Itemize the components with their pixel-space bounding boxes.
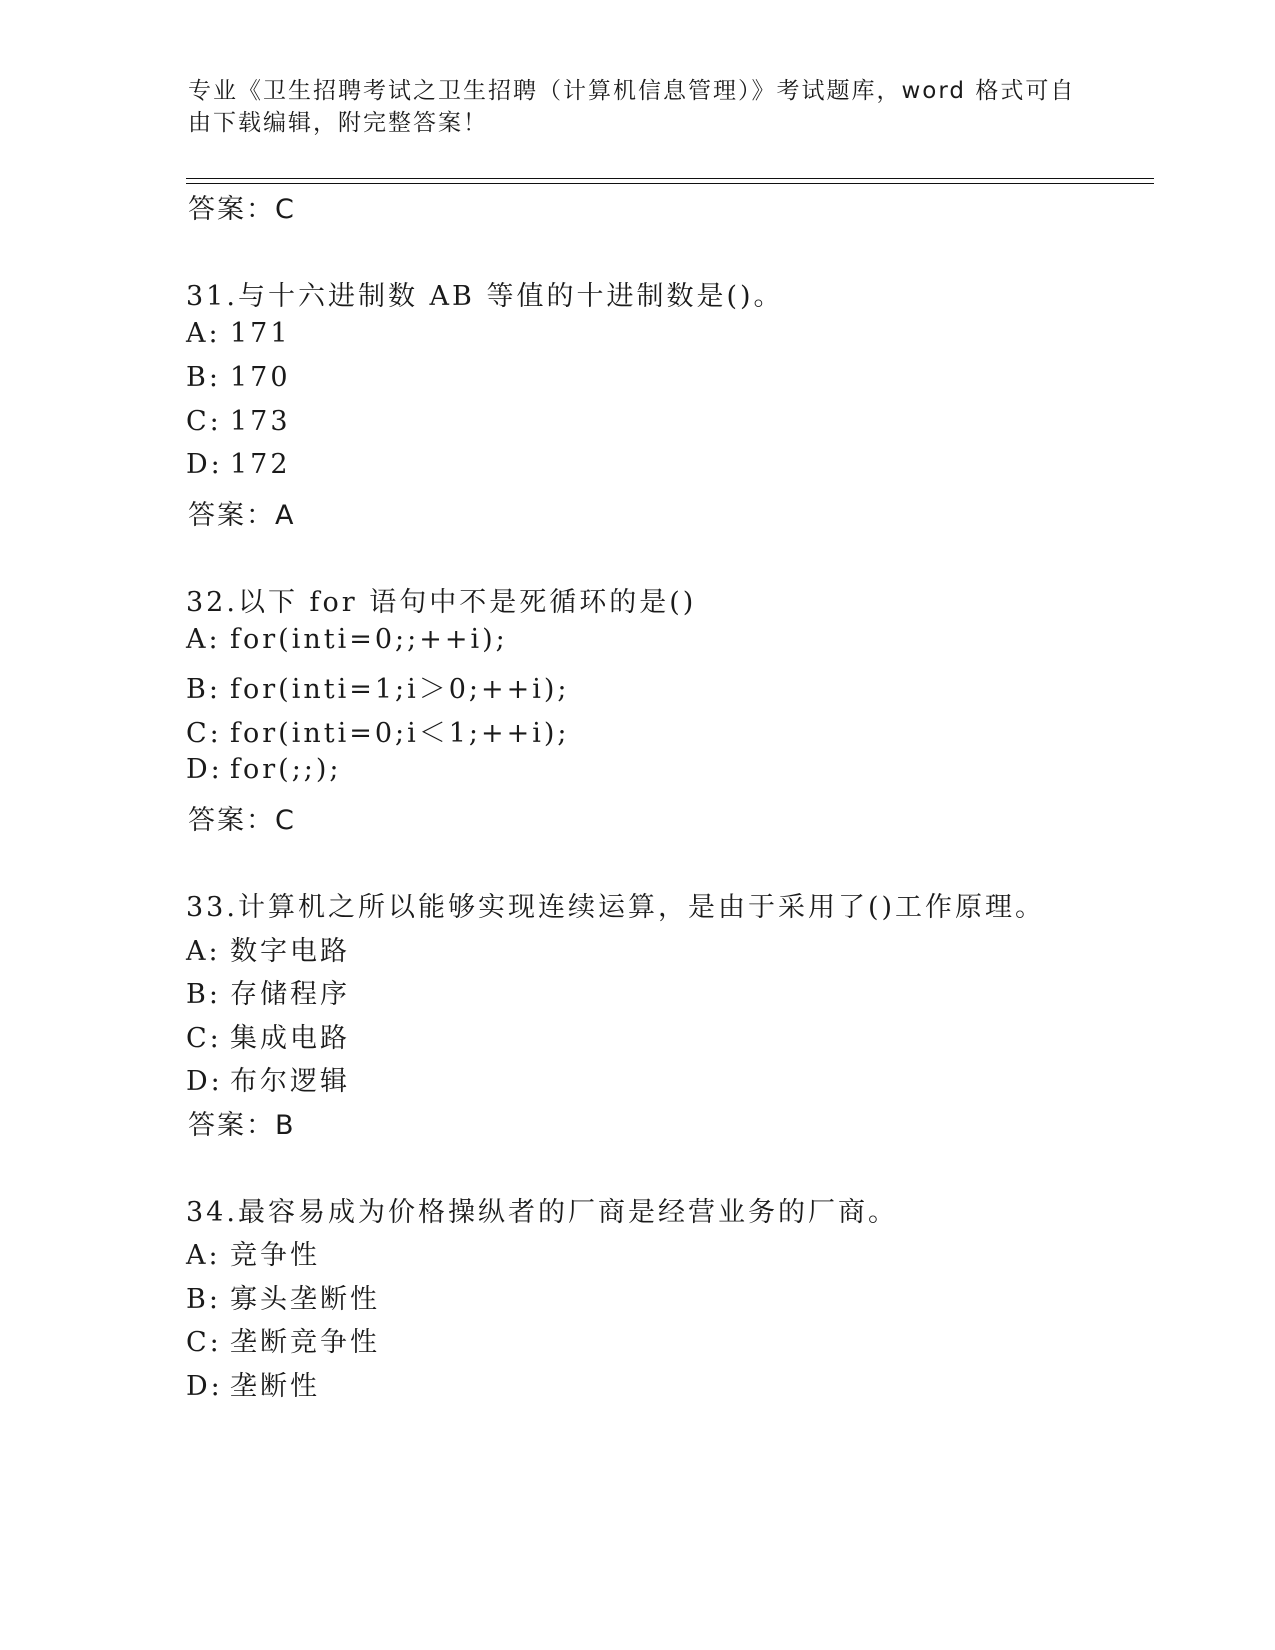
option-text: 171	[230, 318, 291, 349]
header-line-2: 由下载编辑，附完整答案！	[188, 110, 488, 136]
option-text: 数字电路	[230, 936, 350, 967]
option-text: 竞争性	[230, 1240, 320, 1271]
option-text: 寡头垄断性	[230, 1284, 380, 1315]
option-label: A:	[186, 624, 221, 655]
question-32-option-c	[186, 711, 570, 750]
question-31-option-a	[186, 318, 291, 349]
document-header	[188, 75, 1088, 139]
option-label: D:	[186, 449, 223, 480]
option-text: for(;;);	[230, 754, 342, 785]
question-33-option-b	[186, 972, 350, 1011]
question-31-option-d	[186, 449, 291, 480]
question-33-stem: 33.计算机之所以能够实现连续运算，是由于采用了()工作原理。	[186, 892, 1046, 923]
question-32-option-b	[186, 667, 570, 706]
option-text: 173	[230, 406, 291, 437]
question-34-option-a	[186, 1233, 320, 1272]
option-text: 172	[230, 449, 291, 480]
option-label: C:	[186, 1023, 222, 1054]
question-32-option-d	[186, 754, 342, 785]
option-text: 布尔逻辑	[230, 1066, 350, 1097]
question-34-stem: 34.最容易成为价格操纵者的厂商是经营业务的厂商。	[186, 1197, 898, 1228]
question-31-answer: 答案：A	[188, 500, 296, 531]
option-text: 170	[230, 362, 291, 393]
option-label: B:	[186, 362, 221, 393]
option-label: D:	[186, 754, 223, 785]
answer-previous: 答案：C	[188, 194, 296, 225]
option-label: C:	[186, 406, 222, 437]
question-34-option-b	[186, 1277, 380, 1316]
question-34-option-d	[186, 1364, 320, 1403]
question-33-option-d	[186, 1059, 350, 1098]
question-32-option-a	[186, 624, 508, 655]
option-label: C:	[186, 718, 222, 749]
option-label: D:	[186, 1371, 223, 1402]
question-31-stem: 31.与十六进制数 AB 等值的十进制数是()。	[186, 281, 784, 312]
option-label: D:	[186, 1066, 223, 1097]
option-label: B:	[186, 979, 221, 1010]
question-32-stem: 32.以下 for 语句中不是死循环的是()	[186, 587, 697, 618]
option-label: B:	[186, 1284, 221, 1315]
question-31-option-c	[186, 406, 291, 437]
header-divider-top	[186, 178, 1154, 179]
option-text: 集成电路	[230, 1023, 350, 1054]
question-33-option-c	[186, 1016, 350, 1055]
question-32-answer: 答案：C	[188, 805, 296, 836]
option-label: C:	[186, 1327, 222, 1358]
option-label: A:	[186, 936, 221, 967]
option-text: 垄断竞争性	[230, 1327, 380, 1358]
option-text: 存储程序	[230, 979, 350, 1010]
question-34-option-c	[186, 1320, 380, 1359]
question-33-option-a	[186, 929, 350, 968]
option-label: A:	[186, 1240, 221, 1271]
option-label: A:	[186, 318, 221, 349]
option-label: B:	[186, 674, 221, 705]
header-divider-bottom	[186, 183, 1154, 184]
option-text: 垄断性	[230, 1371, 320, 1402]
option-text: for(inti=0;;++i);	[230, 624, 508, 655]
option-text: for(inti=1;i＞0;++i);	[230, 674, 570, 705]
header-line-1: 专业《卫生招聘考试之卫生招聘（计算机信息管理）》考试题库，word 格式可自	[188, 78, 1076, 104]
question-31-option-b	[186, 362, 291, 393]
question-33-answer: 答案：B	[188, 1110, 296, 1141]
option-text: for(inti=0;i＜1;++i);	[230, 718, 570, 749]
